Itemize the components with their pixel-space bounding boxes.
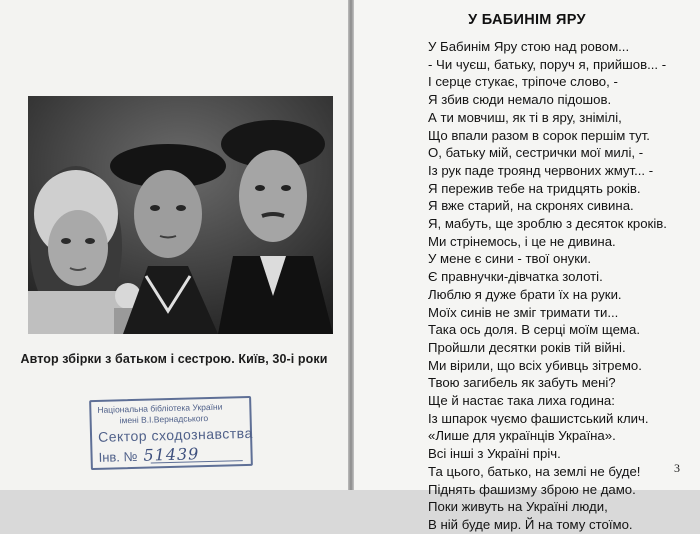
poem-line: Твою загибель як забуть мені? — [428, 375, 616, 391]
poem-title: У БАБИНІМ ЯРУ — [468, 12, 586, 28]
page-number: 3 — [674, 461, 680, 475]
poem-line: Така ось доля. В серці моїм щема. — [428, 322, 640, 338]
stamp-inventory-number: 51439 — [143, 444, 200, 465]
poem-text — [428, 38, 667, 534]
poem-line: Ми вірили, що всіх убивць зітремо. — [428, 357, 642, 373]
poem-line: Ми стрінемось, і це не дивина. — [428, 233, 616, 249]
stamp-inventory-label: Інв. № — [98, 448, 138, 465]
stamp-line-3: Сектор сходознавства — [97, 424, 253, 445]
poem-line: У Бабинім Яру стою над ровом... — [428, 39, 630, 54]
poem-line: Люблю я дуже брати їх на руки. — [428, 286, 622, 302]
family-photo — [28, 96, 333, 334]
poem-line: Я збив сюди немало підошов. — [428, 92, 612, 108]
poem-line: Пройшли десятки років тій війні. — [428, 339, 626, 355]
poem-line: Всі інші з Україні пріч. — [428, 446, 561, 462]
stamp-line-2: імені В.І.Вернадського — [119, 413, 209, 426]
poem-line: Ще й настає така лиха година: — [428, 393, 615, 409]
poem-line: Що впали разом в сорок першім тут. — [428, 127, 650, 143]
poem-line: Є правнучки-дівчатка золоті. — [428, 269, 603, 285]
poem-line: - Чи чуєш, батьку, поруч я, прийшов... - — [428, 56, 667, 72]
poem-line: А ти мовчиш, як ті в яру, знімілі, — [428, 109, 622, 125]
poem-line: В ній буде мир. Й на тому стоїмо. — [428, 516, 633, 532]
poem-line: Та цього, батько, на землі не буде! — [428, 463, 641, 479]
poem-line: О, батьку мій, сестрички мої милі, - — [428, 145, 644, 161]
poem-line: «Лише для українців Україна». — [428, 428, 616, 444]
poem-line: Я пережив тебе на тридцять років. — [428, 180, 641, 196]
poem-line: У мене є сини - твої онуки. — [428, 251, 592, 267]
stamp-line-1: Національна бібліотека України — [97, 401, 223, 415]
family-photo-image — [28, 96, 333, 334]
poem-line: Із шпарок чуємо фашистський клич. — [428, 410, 649, 426]
library-stamp — [89, 396, 253, 470]
poem-line: Поки живуть на Україні люди, — [428, 499, 608, 515]
poem-line: Я, мабуть, ще зроблю з десяток кроків. — [428, 216, 667, 232]
photo-caption: Автор збірки з батьком і сестрою. Київ, 30-і роки — [20, 352, 328, 366]
poem-line: Піднять фашизму зброю не дамо. — [428, 481, 636, 497]
poem-line: Із рук паде троянд червоних жмут... - — [428, 162, 654, 178]
poem-line: Я вже старий, на скронях сивина. — [428, 198, 634, 214]
poem-line: І серце стукає, тріпоче слово, - — [428, 74, 618, 90]
left-page — [0, 0, 348, 490]
poem-line: Моїх синів не зміг тримати ти... — [428, 304, 619, 320]
